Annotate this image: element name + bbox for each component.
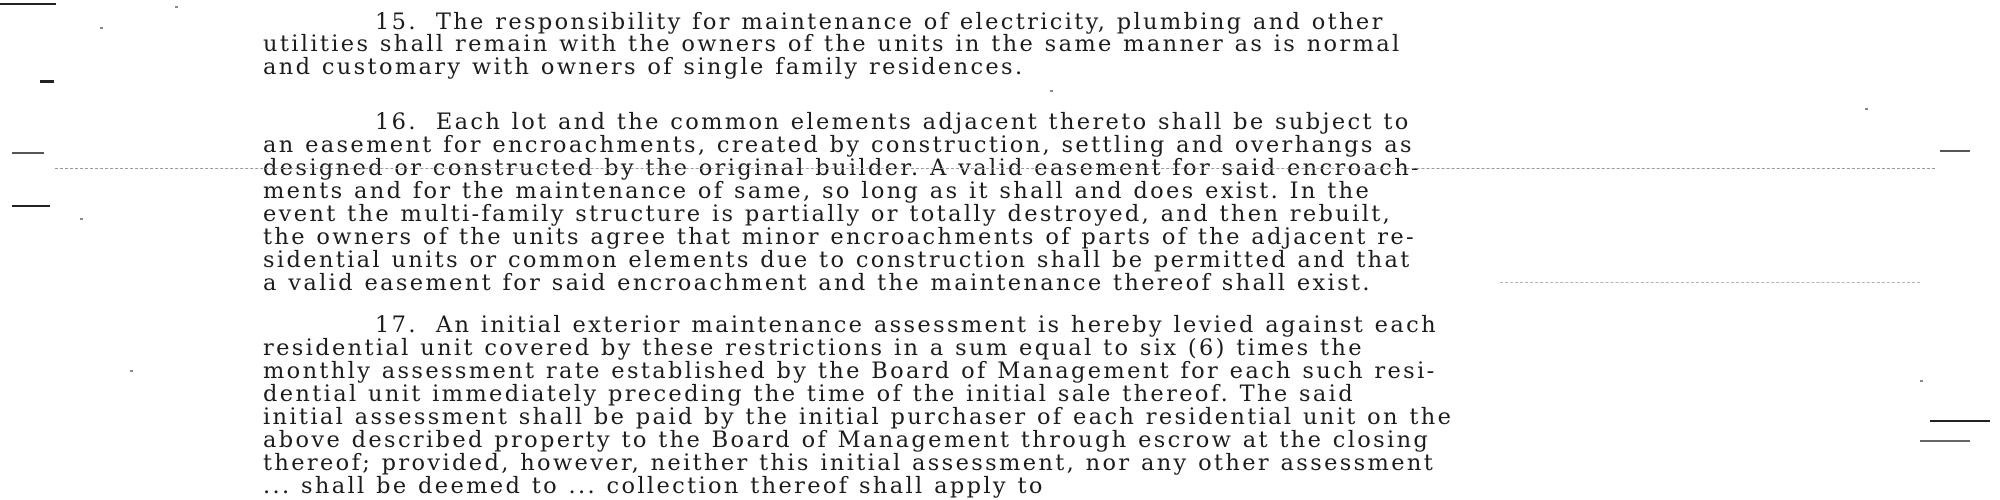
scan-speck xyxy=(80,218,83,220)
paragraph-16-line-4: ments and for the maintenance of same, so long as it shall and does exist. In the xyxy=(263,178,1372,204)
scan-speck xyxy=(130,370,133,372)
scan-tick-mark xyxy=(12,205,50,207)
paragraph-17-line-7: thereof; provided, however, neither this initial assessment, nor any other assessment xyxy=(263,450,1436,476)
paragraph-16-line-3: designed or constructed by the original builder. A valid easement for said encroach- xyxy=(263,155,1421,181)
scan-tick-mark xyxy=(40,80,54,83)
paragraph-17-line-4: dential unit immediately preceding the time of the initial sale thereof. The said xyxy=(263,381,1355,407)
scan-tick-mark xyxy=(1920,440,1970,442)
paragraph-16-line-1 xyxy=(375,110,1411,134)
scan-dashed-line xyxy=(1500,282,1920,283)
scan-speck xyxy=(175,6,178,8)
scan-speck xyxy=(100,27,103,29)
scan-speck xyxy=(1920,380,1923,382)
paragraph-17-line-2: residential unit covered by these restrictions in a sum equal to six (6) times the xyxy=(263,335,1364,361)
scan-tick-mark xyxy=(1940,150,1970,152)
paragraph-16-text: Each lot and the common elements adjacent thereto shall be subject to xyxy=(435,109,1411,135)
scan-speck xyxy=(1050,90,1053,92)
scan-tick-mark xyxy=(1930,420,1990,422)
scan-dashed-line xyxy=(55,168,1935,169)
paragraph-17-line-3: monthly assessment rate established by the Board of Management for each such resi- xyxy=(263,358,1437,384)
paragraph-17-text: An initial exterior maintenance assessment is hereby levied against each xyxy=(435,312,1438,338)
paragraph-15-text: The responsibility for maintenance of electricity, plumbing and other xyxy=(435,9,1385,35)
paragraph-16-line-8: a valid easement for said encroachment and the maintenance thereof shall exist. xyxy=(263,270,1372,296)
scan-speck xyxy=(1865,108,1868,110)
paragraph-17-number: 17. xyxy=(375,312,418,338)
paragraph-17-line-6: above described property to the Board of Management through escrow at the closing xyxy=(263,427,1431,453)
paragraph-16-number: 16. xyxy=(375,109,418,135)
paragraph-17-line-8: ... shall be deemed to ... collection thereof shall apply to xyxy=(263,473,1045,499)
scan-tick-mark xyxy=(0,3,56,5)
paragraph-17-line-1 xyxy=(375,313,1438,337)
paragraph-16-line-6: the owners of the units agree that minor encroachments of parts of the adjacent re- xyxy=(263,224,1416,250)
scan-tick-mark xyxy=(12,152,44,154)
paragraph-17-line-5: initial assessment shall be paid by the initial purchaser of each residential unit on the xyxy=(263,404,1454,430)
paragraph-16-line-5: event the multi-family structure is partially or totally destroyed, and then rebuilt, xyxy=(263,201,1393,227)
paragraph-15-number: 15. xyxy=(375,9,418,35)
paragraph-15-line-2: utilities shall remain with the owners of the units in the same manner as is normal xyxy=(263,31,1402,57)
paragraph-16-line-2: an easement for encroachments, created by construction, settling and overhangs as xyxy=(263,132,1414,158)
paragraph-16-line-7: sidential units or common elements due to construction shall be permitted and that xyxy=(263,247,1412,273)
paragraph-15-line-3: and customary with owners of single family residences. xyxy=(263,54,1025,80)
